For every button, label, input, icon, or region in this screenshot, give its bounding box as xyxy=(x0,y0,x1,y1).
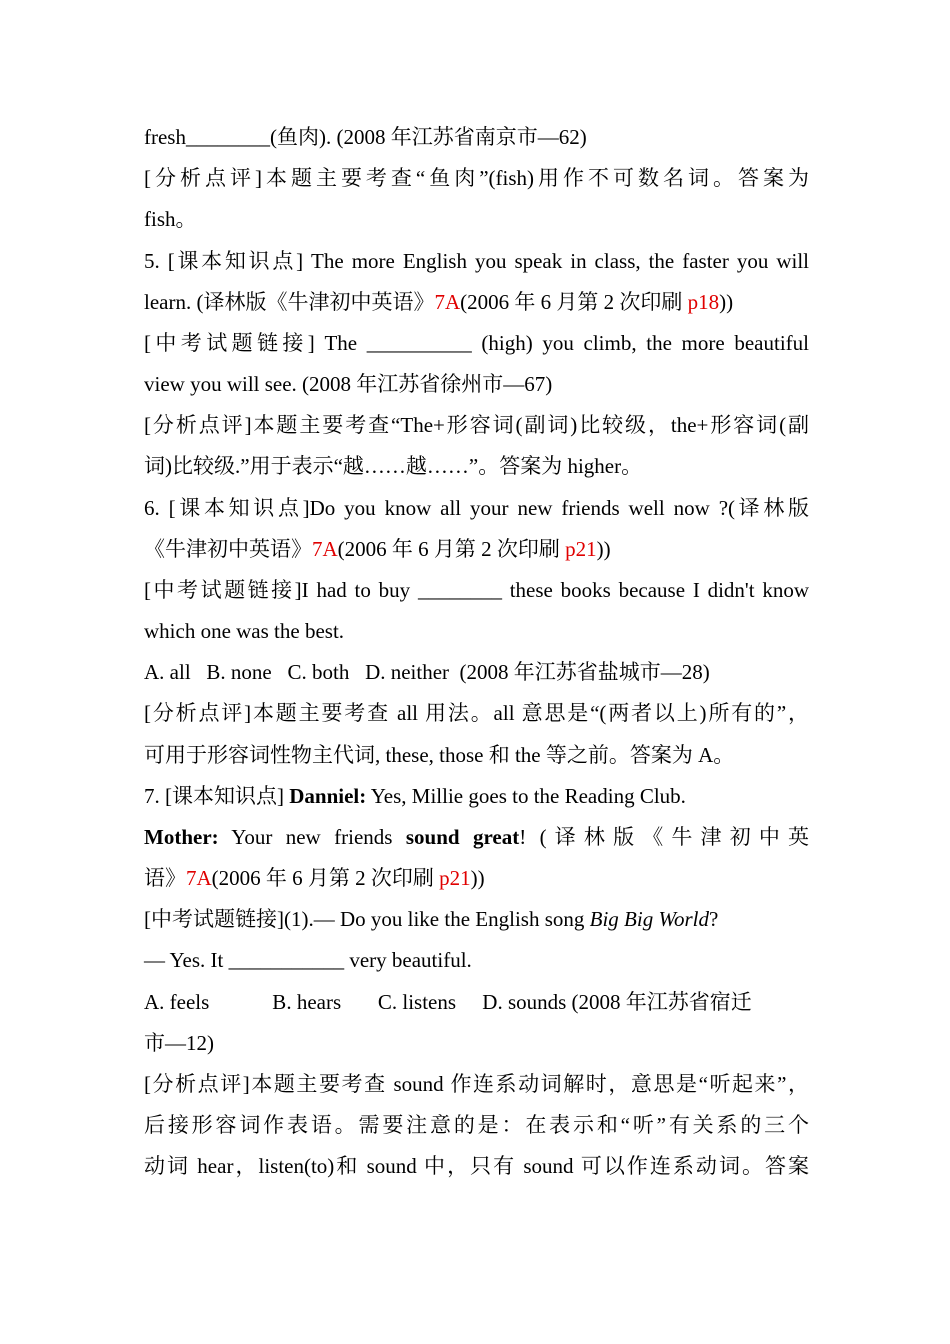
text-line xyxy=(144,329,809,357)
text-span: 6. [课本知识点]Do you know all your new friends well now ?(译林版 xyxy=(144,496,809,520)
page-ref-red: p21 xyxy=(439,866,471,890)
text-line xyxy=(144,1070,809,1098)
page-ref-red: p18 xyxy=(687,290,720,314)
text-line xyxy=(144,1111,809,1139)
text-line xyxy=(144,452,809,480)
speaker-label: Danniel: xyxy=(289,784,367,808)
text-span: 语》 xyxy=(144,866,186,890)
text-line xyxy=(144,782,809,810)
text-span: ! (译林版《牛津初中英 xyxy=(519,825,809,849)
text-line xyxy=(144,905,809,933)
text-line xyxy=(144,823,809,851)
text-span: Your new friends xyxy=(218,825,406,849)
text-line xyxy=(144,1152,809,1180)
text-span: which one was the best. xyxy=(144,619,345,643)
text-span: fish。 xyxy=(144,207,197,231)
text-span: [分析点评]本题主要考查“The+形容词(副词)比较级，the+形容词(副 xyxy=(144,413,809,437)
text-span: (2006 年 6 月第 2 次印刷 xyxy=(211,866,440,890)
text-span: learn. (译林版《牛津初中英语》 xyxy=(144,290,435,314)
text-span: [分析点评]本题主要考查 all 用法。all 意思是“(两者以上)所有的”， xyxy=(144,701,809,725)
text-span: [中考试题链接]I had to buy ________ these books because I didn't know xyxy=(144,578,809,602)
text-line xyxy=(144,617,809,645)
text-span: [分析点评]本题主要考查 sound 作连系动词解时，意思是“听起来”， xyxy=(144,1072,809,1096)
song-title: Big Big World xyxy=(589,907,710,931)
text-line xyxy=(144,288,809,316)
speaker-label: Mother: xyxy=(144,825,219,849)
text-span: )) xyxy=(596,537,611,561)
text-span: A. all B. none C. both D. neither (2008 年江苏省盐城市—28) xyxy=(144,660,710,684)
text-line xyxy=(144,370,809,398)
text-span: — Yes. It ___________ very beautiful. xyxy=(144,948,472,972)
textbook-grade-red: 7A xyxy=(434,290,461,314)
text-span: ? xyxy=(709,907,719,931)
text-line xyxy=(144,247,809,275)
text-span: view you will see. (2008 年江苏省徐州市—67) xyxy=(144,372,553,396)
text-line xyxy=(144,1029,809,1057)
text-span: )) xyxy=(470,866,485,890)
text-line xyxy=(144,164,809,192)
text-span: [中考试题链接](1).— Do you like the English song xyxy=(144,907,590,931)
text-span: Yes, Millie goes to the Reading Club. xyxy=(366,784,686,808)
text-line xyxy=(144,741,809,769)
textbook-grade-red: 7A xyxy=(312,537,338,561)
text-line xyxy=(144,123,809,151)
key-phrase: sound great xyxy=(405,825,520,849)
text-span: 可用于形容词性物主代词, these, those 和 the 等之前。答案为 A。 xyxy=(144,743,735,767)
text-line xyxy=(144,988,809,1016)
page-ref-red: p21 xyxy=(565,537,597,561)
text-line xyxy=(144,658,809,686)
text-line xyxy=(144,205,809,233)
text-span: [分析点评]本题主要考查“鱼肉”(fish)用作不可数名词。答案为 xyxy=(144,166,809,190)
text-line xyxy=(144,411,809,439)
text-span: [中考试题链接] The __________ (high) you climb, the more beautiful xyxy=(144,331,809,355)
textbook-grade-red: 7A xyxy=(186,866,212,890)
text-span: 词)比较级.”用于表示“越……越……”。答案为 higher。 xyxy=(144,454,643,478)
text-line xyxy=(144,946,809,974)
text-line xyxy=(144,494,809,522)
text-line xyxy=(144,864,809,892)
text-span: fresh________(鱼肉). (2008 年江苏省南京市—62) xyxy=(144,125,587,149)
text-line xyxy=(144,535,809,563)
text-line xyxy=(144,576,809,604)
text-span: 《牛津初中英语》 xyxy=(144,537,312,561)
text-span: )) xyxy=(719,290,734,314)
text-span: (2006 年 6 月第 2 次印刷 xyxy=(337,537,566,561)
text-span: 7. [课本知识点] xyxy=(144,784,290,808)
text-span: 市—12) xyxy=(144,1031,214,1055)
text-span: (2006 年 6 月第 2 次印刷 xyxy=(460,290,688,314)
text-span: 后接形容词作表语。需要注意的是：在表示和“听”有关系的三个 xyxy=(144,1113,809,1137)
text-span: 5. [课本知识点] The more English you speak in class, the faster you will xyxy=(144,249,809,273)
text-line xyxy=(144,699,809,727)
text-span: A. feels B. hears C. listens D. sounds (2008 年江苏省宿迁 xyxy=(144,990,752,1014)
text-span: 动词 hear，listen(to)和 sound 中，只有 sound 可以作连系动词。答案 xyxy=(144,1154,809,1178)
